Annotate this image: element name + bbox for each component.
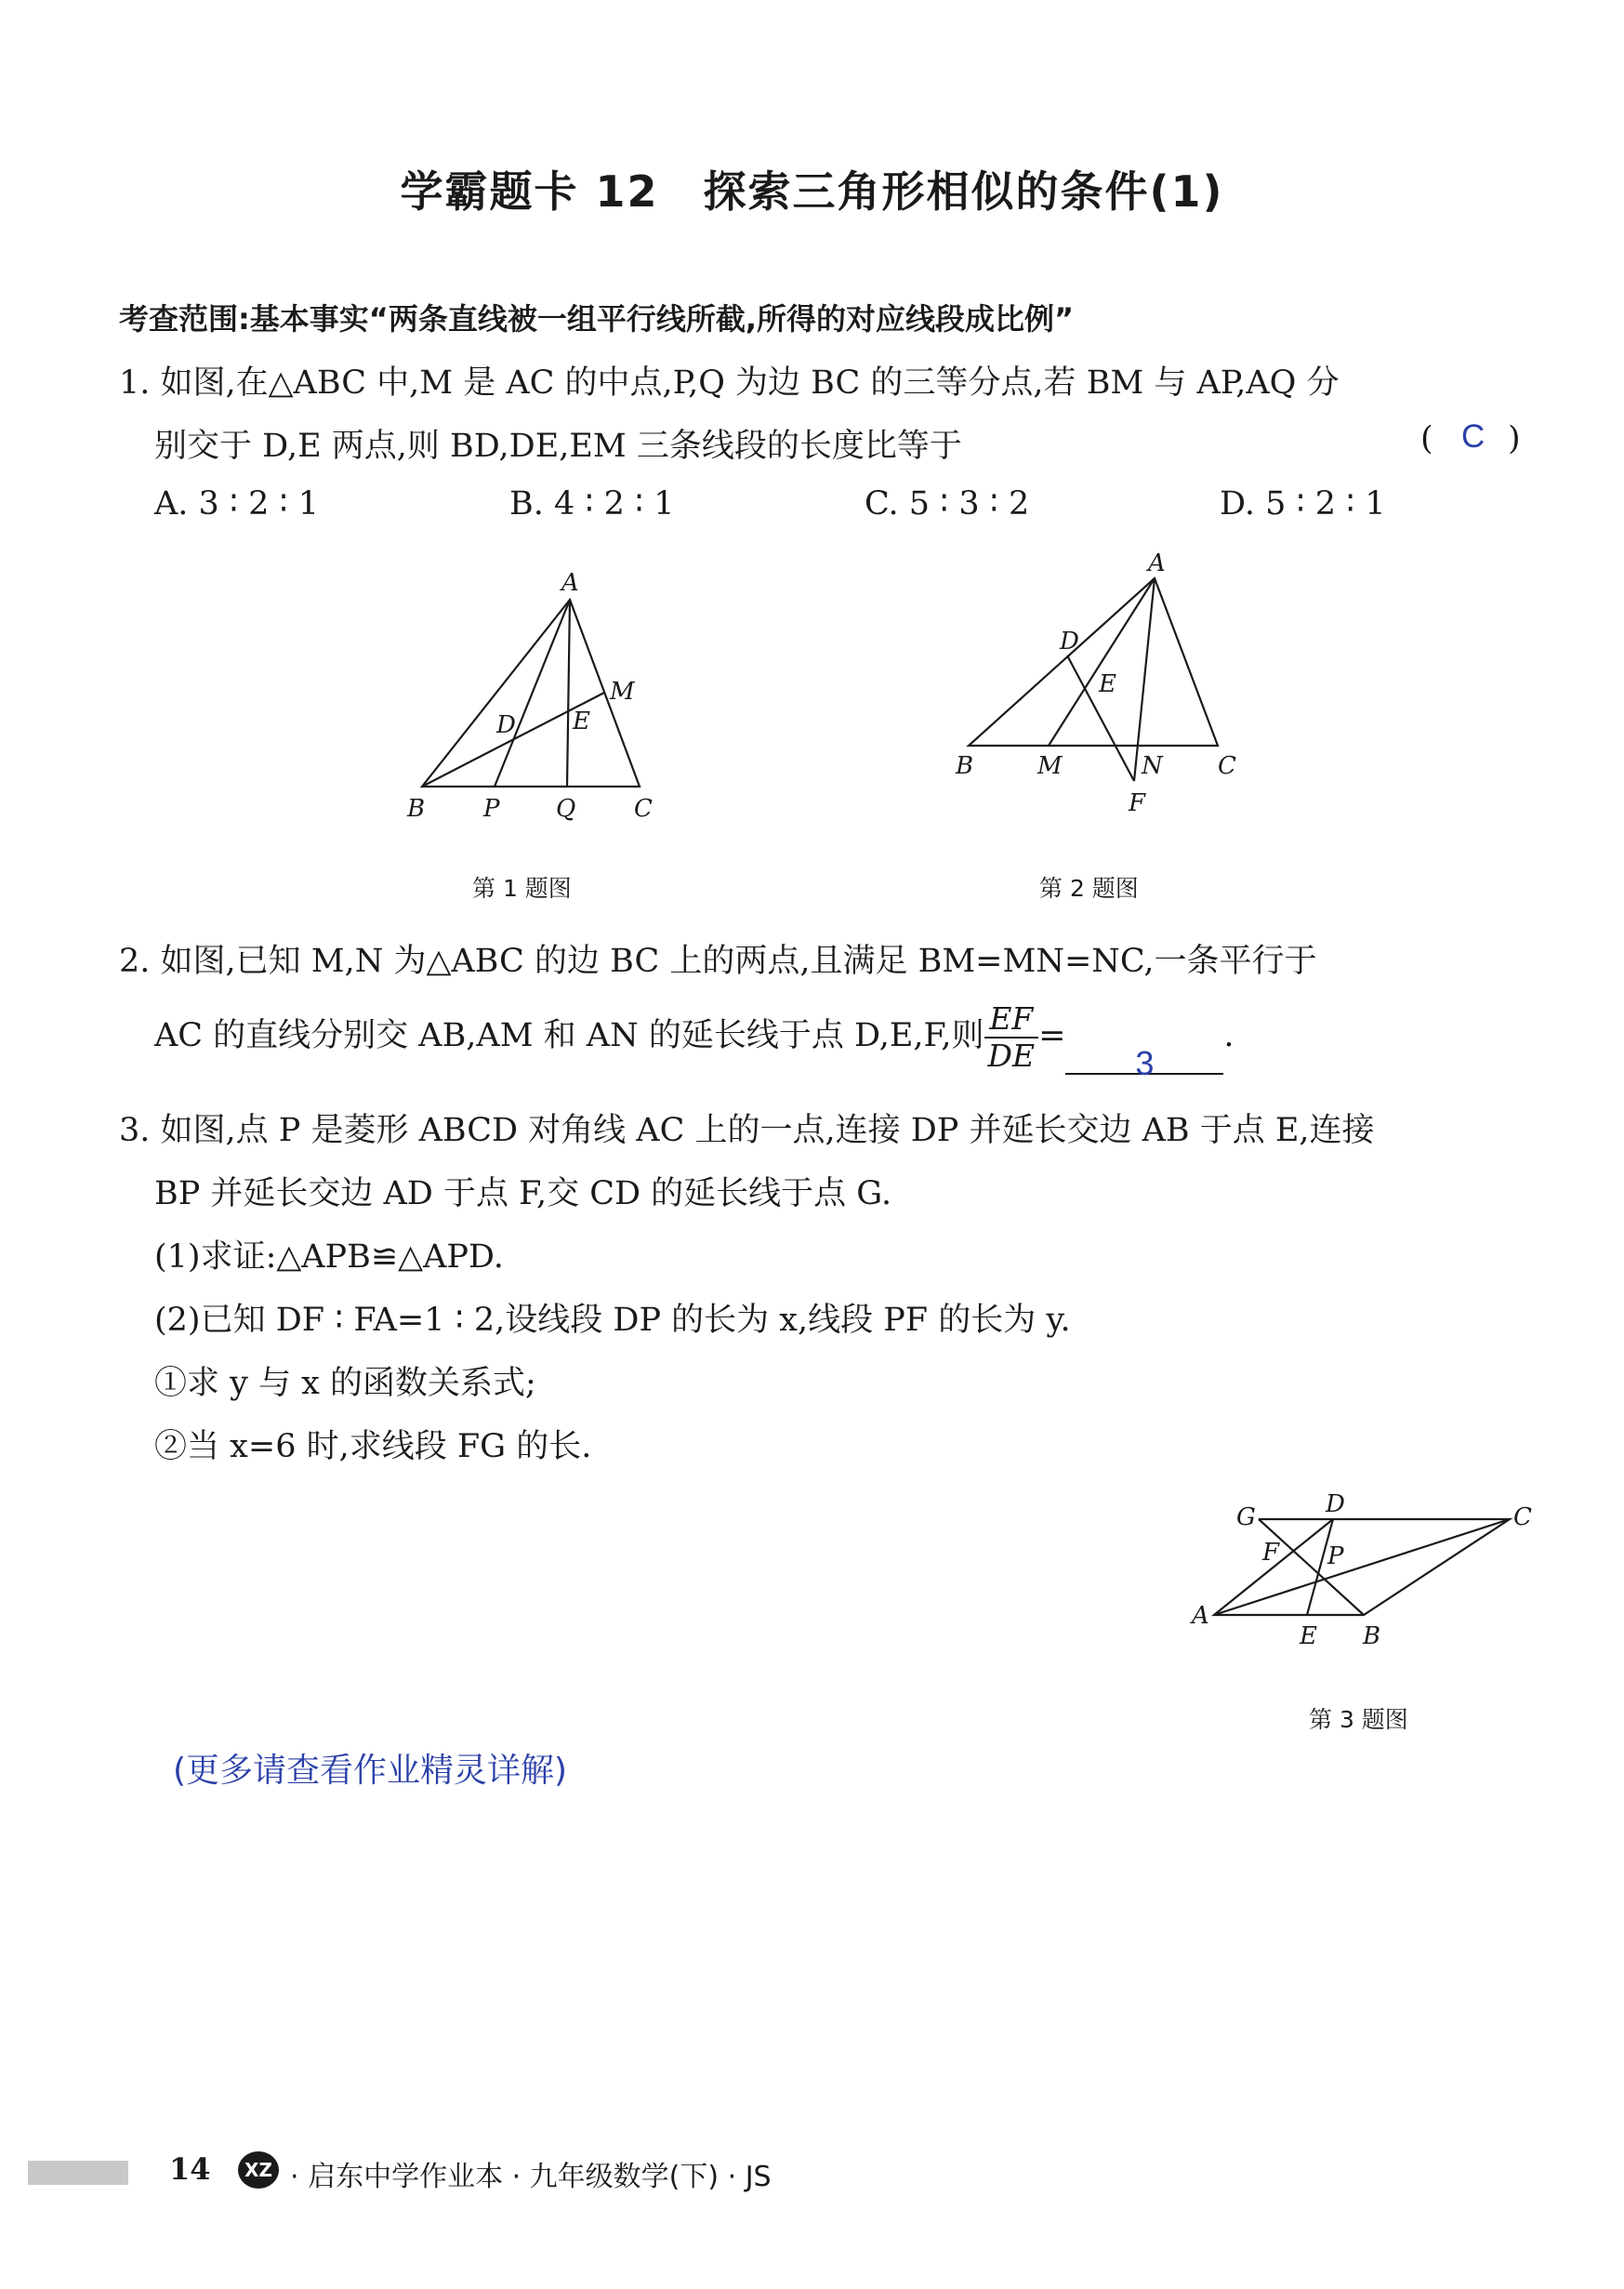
page-number: 14 bbox=[169, 2151, 211, 2187]
q3-part1: (1)求证:△APB≌△APD. bbox=[154, 1238, 504, 1276]
figure-1 bbox=[390, 558, 706, 837]
q2-end: . bbox=[1223, 1017, 1235, 1054]
figure-2-caption: 第 2 题图 bbox=[1039, 875, 1139, 902]
fig1-label-d: D bbox=[496, 711, 516, 739]
fig2-label-b: B bbox=[956, 752, 974, 780]
q2-fraction-numerator: EF bbox=[984, 1001, 1039, 1039]
fig1-label-q: Q bbox=[556, 795, 576, 823]
q3-sub1: ①求 y 与 x 的函数关系式; bbox=[154, 1365, 536, 1402]
fig2-label-d: D bbox=[1060, 628, 1079, 655]
footer-decor-bar bbox=[28, 2161, 128, 2185]
fig3-label-p: P bbox=[1327, 1542, 1344, 1570]
fig3-label-f: F bbox=[1262, 1539, 1280, 1567]
fig1-label-m: M bbox=[610, 678, 635, 706]
q2-fraction bbox=[984, 1001, 1039, 1074]
q1-option-c: C. 5 ∶ 3 ∶ 2 bbox=[865, 485, 1030, 523]
q3-part2: (2)已知 DF ∶ FA=1 ∶ 2,设线段 DP 的长为 x,线段 PF 的长为 y. bbox=[154, 1302, 1071, 1339]
fig2-label-e: E bbox=[1099, 670, 1116, 698]
fig1-label-e: E bbox=[573, 708, 590, 735]
fig1-label-p: P bbox=[483, 795, 500, 823]
fig3-label-c: C bbox=[1513, 1503, 1532, 1531]
fig2-label-m: M bbox=[1037, 752, 1063, 780]
q3-line2: BP 并延长交边 AD 于点 F,交 CD 的延长线于点 G. bbox=[154, 1175, 892, 1212]
q2-line2 bbox=[154, 997, 1235, 1082]
q1-bracket-left: ( bbox=[1420, 420, 1433, 457]
exam-scope: 考查范围:基本事实“两条直线被一组平行线所截,所得的对应线段成比例” bbox=[119, 301, 1075, 337]
fig2-label-a: A bbox=[1148, 549, 1166, 577]
q1-option-a: A. 3 ∶ 2 ∶ 1 bbox=[154, 485, 320, 523]
q2-answer-blank bbox=[1065, 1038, 1223, 1082]
figure-2 bbox=[948, 549, 1283, 827]
q2-line1: 2. 如图,已知 M,N 为△ABC 的边 BC 上的两点,且满足 BM=MN=NC,一条平行于 bbox=[119, 943, 1317, 980]
fig1-label-c: C bbox=[634, 795, 653, 823]
fig2-label-f: F bbox=[1129, 789, 1146, 817]
q1-line1: 1. 如图,在△ABC 中,M 是 AC 的中点,P,Q 为边 BC 的三等分点,若 BM 与 AP,AQ 分 bbox=[119, 364, 1340, 402]
fig3-label-g: G bbox=[1236, 1503, 1256, 1531]
q3-line1: 3. 如图,点 P 是菱形 ABCD 对角线 AC 上的一点,连接 DP 并延长交边 AB 于点 E,连接 bbox=[119, 1112, 1375, 1149]
fig1-label-b: B bbox=[407, 795, 426, 823]
q2-fraction-denominator: DE bbox=[987, 1037, 1036, 1074]
more-details-link[interactable]: (更多请查看作业精灵详解) bbox=[173, 1752, 568, 1790]
q2-line2-text: AC 的直线分别交 AB,AM 和 AN 的延长线于点 D,E,F,则 bbox=[154, 1017, 984, 1054]
fig1-triangle-abc bbox=[422, 600, 640, 787]
fig2-label-n: N bbox=[1142, 752, 1163, 780]
fig2-triangle-abc bbox=[969, 578, 1218, 746]
page-title: 学霸题卡 12 探索三角形相似的条件(1) bbox=[400, 166, 1224, 217]
q3-sub2: ②当 x=6 时,求线段 FG 的长. bbox=[154, 1428, 592, 1465]
page-footer bbox=[0, 2144, 1624, 2200]
fig1-segment-ap bbox=[495, 600, 570, 787]
q1-line2: 别交于 D,E 两点,则 BD,DE,EM 三条线段的长度比等于 bbox=[154, 428, 962, 465]
q2-answer: 3 bbox=[1135, 1044, 1155, 1082]
fig3-label-d: D bbox=[1326, 1490, 1345, 1518]
fig3-label-a: A bbox=[1192, 1602, 1209, 1630]
fig3-diagonal-ac bbox=[1214, 1519, 1510, 1615]
q1-answer: C bbox=[1461, 418, 1485, 455]
fig1-segment-aq bbox=[567, 600, 570, 787]
fig2-label-c: C bbox=[1218, 752, 1236, 780]
fig3-label-b: B bbox=[1363, 1622, 1381, 1650]
q1-bracket-right: ) bbox=[1508, 420, 1521, 457]
footer-book-title: · 启东中学作业本 · 九年级数学(下) · JS bbox=[290, 2161, 772, 2193]
figure-3 bbox=[1181, 1488, 1543, 1655]
q2-equals: = bbox=[1038, 1017, 1066, 1054]
q1-option-b: B. 4 ∶ 2 ∶ 1 bbox=[509, 485, 675, 523]
fig3-label-e: E bbox=[1300, 1622, 1317, 1650]
figure-1-caption: 第 1 题图 bbox=[472, 875, 572, 902]
q1-option-d: D. 5 ∶ 2 ∶ 1 bbox=[1220, 485, 1386, 523]
fig2-segment-af bbox=[1134, 578, 1155, 781]
publisher-logo-icon: XZ bbox=[238, 2151, 279, 2189]
fig1-label-a: A bbox=[561, 569, 579, 597]
figure-3-caption: 第 3 题图 bbox=[1309, 1706, 1408, 1733]
